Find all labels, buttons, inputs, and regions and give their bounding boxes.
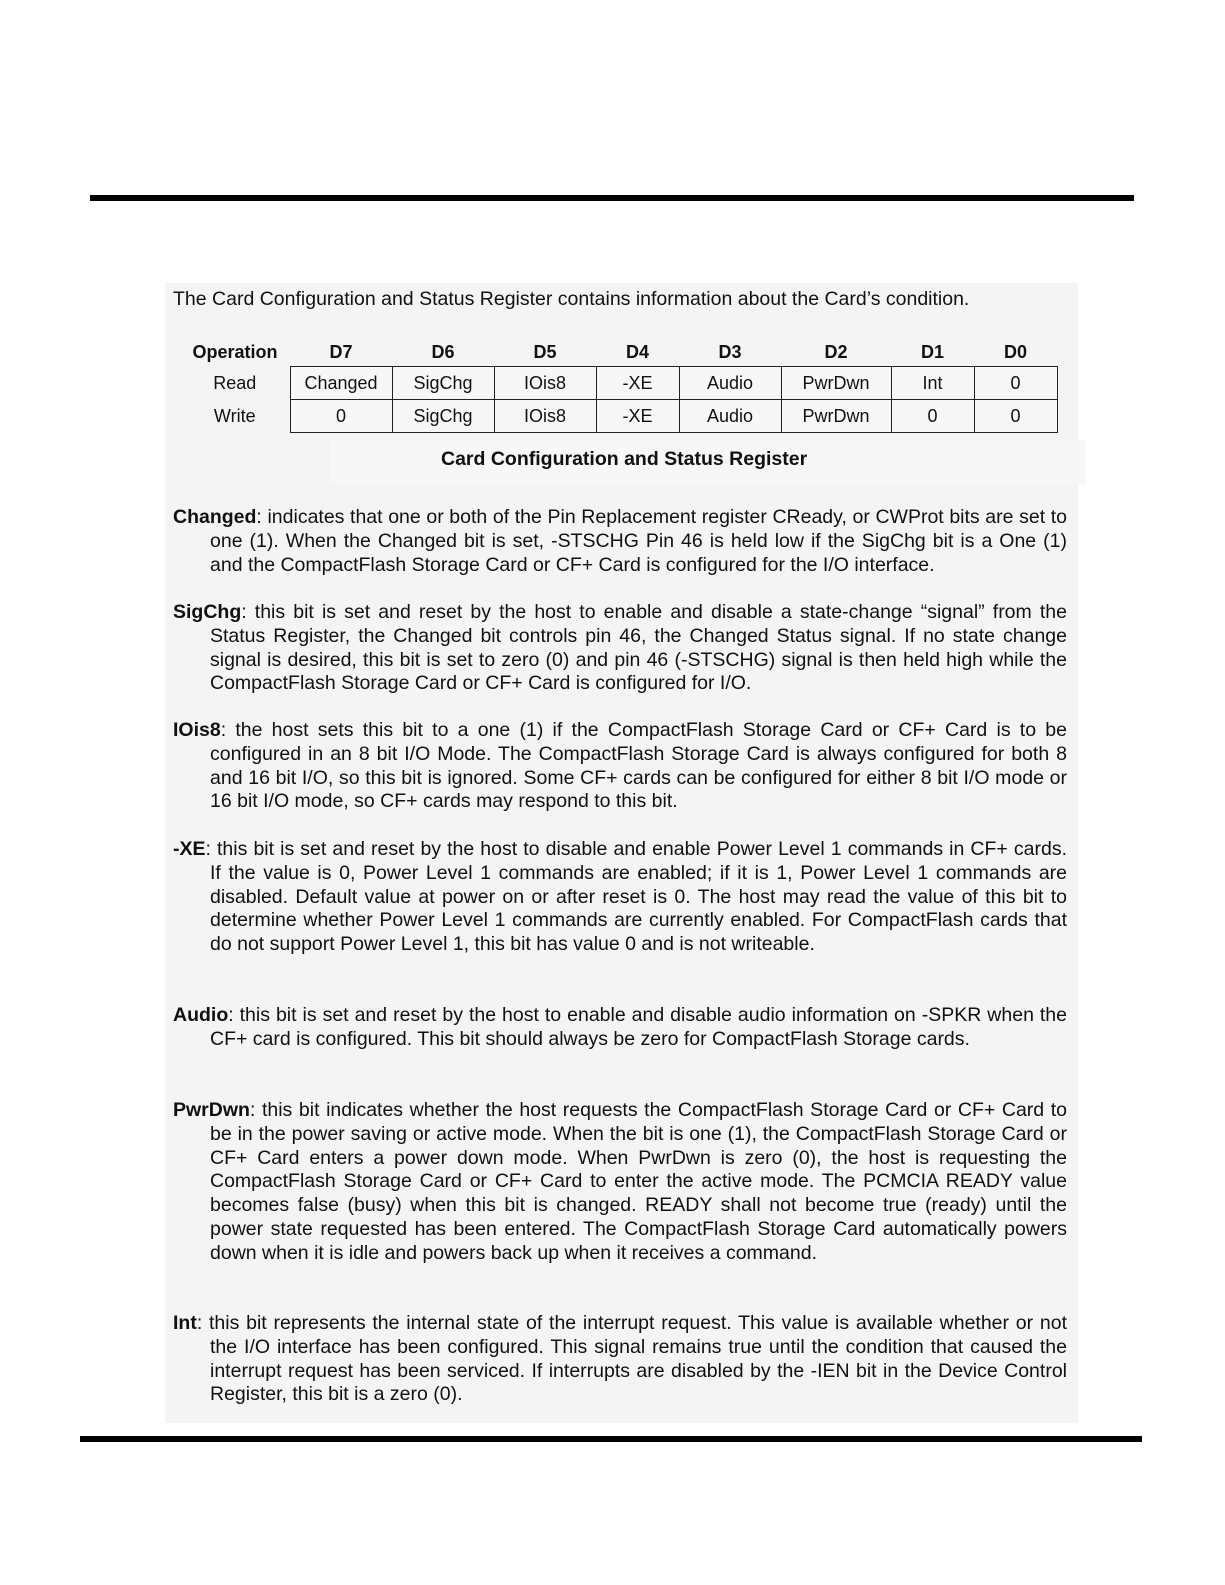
register-table — [180, 338, 1058, 433]
table-cell: 0 — [974, 400, 1057, 433]
definition-sigchg — [173, 601, 1067, 696]
definition-audio — [173, 1004, 1067, 1052]
table-cell: Changed — [290, 367, 392, 400]
header-d5: D5 — [533, 341, 557, 362]
definition-pwrdwn — [173, 1099, 1067, 1266]
header-operation: Operation — [192, 341, 278, 362]
table-cell: Audio — [679, 367, 781, 400]
header-d1: D1 — [920, 341, 944, 362]
table-cell: Audio — [679, 400, 781, 433]
definition-term: PwrDwn — [173, 1099, 250, 1121]
table-cell: -XE — [596, 367, 679, 400]
table-cell: PwrDwn — [781, 367, 891, 400]
table-caption: Card Configuration and Status Register — [441, 448, 808, 470]
header-d2: D2 — [824, 341, 848, 362]
definition-text: : this bit indicates whether the host requests the CompactFlash Storage Card or CF+ Card to be in the power saving or active mode. When the bit is one (1), the CompactFlash Storage Card or CF+ Card enters a power down mode. When PwrDwn is zero (0), the host is requesting the CompactFlash Storage Card or CF+ Card to enter the active mode. The PCMCIA READY value becomes false (busy) when this bit is changed. READY shall not become true (ready) until the power state requested has been entered. The CompactFlash Storage Card automatically powers down when it is idle and powers back up when it receives a command. — [210, 1099, 1067, 1264]
row-label: Read — [213, 372, 257, 393]
footer-rule — [80, 1436, 1142, 1442]
header-d0: D0 — [1003, 341, 1027, 362]
definition-text: : this bit is set and reset by the host to enable and disable audio information on -SPKR when the CF+ card is configured. This bit should always be zero for CompactFlash Storage cards. — [210, 1004, 1067, 1050]
table-caption-box — [330, 440, 1085, 484]
definition-text: : this bit represents the internal state of the interrupt request. This value is available whether or not the I/O interface has been configured. This signal remains true until the condition that caused the interrupt request has been serviced. If interrupts are disabled by the -IEN bit in the Device Control Register, this bit is a zero (0). — [196, 1312, 1067, 1406]
definition-term: SigChg — [173, 601, 242, 623]
table-cell: SigChg — [392, 400, 494, 433]
table-cell: SigChg — [392, 367, 494, 400]
definition-term: -XE — [173, 838, 206, 860]
header-d7: D7 — [329, 341, 353, 362]
table-header-row — [180, 338, 1057, 367]
definition-term: IOis8 — [173, 719, 221, 741]
table-row-write — [180, 400, 1057, 433]
intro-text: The Card Configuration and Status Register contains information about the Card’s condition. — [173, 288, 970, 310]
definition-int — [173, 1312, 1067, 1407]
definition-iois8 — [173, 719, 1067, 814]
table-cell: Int — [891, 367, 974, 400]
header-d6: D6 — [431, 341, 455, 362]
definition-term: Changed — [173, 506, 257, 528]
table-cell: 0 — [290, 400, 392, 433]
table-cell: PwrDwn — [781, 400, 891, 433]
definition-text: : the host sets this bit to a one (1) if the CompactFlash Storage Card or CF+ Card is to be configured in an 8 bit I/O Mode. The CompactFlash Storage Card is always configured for both 8 and 16 bit I/O, so this bit is ignored. Some CF+ cards can be configured for either 8 bit I/O mode or 16 bit I/O mode, so CF+ cards may respond to this bit. — [210, 719, 1067, 813]
header-d3: D3 — [718, 341, 742, 362]
definition-xe — [173, 838, 1067, 957]
definition-text: : this bit is set and reset by the host to disable and enable Power Level 1 commands in CF+ cards. If the value is 0, Power Level 1 commands are enabled; if it is 1, Power Level 1 commands are disabled. Default value at power on or after reset is 0. The host may read the value of this bit to determine whether Power Level 1 commands are currently enabled. For CompactFlash cards that do not support Power Level 1, this bit has value 0 and is not writeable. — [205, 838, 1067, 956]
definition-text: : this bit is set and reset by the host to enable and disable a state-change “signal” from the Status Register, the Changed bit controls pin 46, the Changed Status signal. If no state change signal is desired, this bit is set to zero (0) and pin 46 (-STSCHG) signal is then held high while the CompactFlash Storage Card or CF+ Card is configured for I/O. — [210, 601, 1067, 695]
row-label: Write — [213, 405, 256, 426]
definition-text: : indicates that one or both of the Pin Replacement register CReady, or CWProt bits are set to one (1). When the Changed bit is set, -STSCHG Pin 46 is held low if the SigChg bit is a One (1) and the CompactFlash Storage Card or CF+ Card is configured for the I/O interface. — [210, 506, 1067, 576]
table-row-read — [180, 367, 1057, 400]
header-d4: D4 — [625, 341, 649, 362]
table-cell: IOis8 — [494, 367, 596, 400]
definition-changed — [173, 506, 1067, 577]
definition-term: Int — [173, 1312, 197, 1334]
table-cell: -XE — [596, 400, 679, 433]
header-rule — [90, 195, 1134, 201]
definition-term: Audio — [173, 1004, 229, 1026]
table-cell: 0 — [891, 400, 974, 433]
table-cell: IOis8 — [494, 400, 596, 433]
table-cell: 0 — [974, 367, 1057, 400]
